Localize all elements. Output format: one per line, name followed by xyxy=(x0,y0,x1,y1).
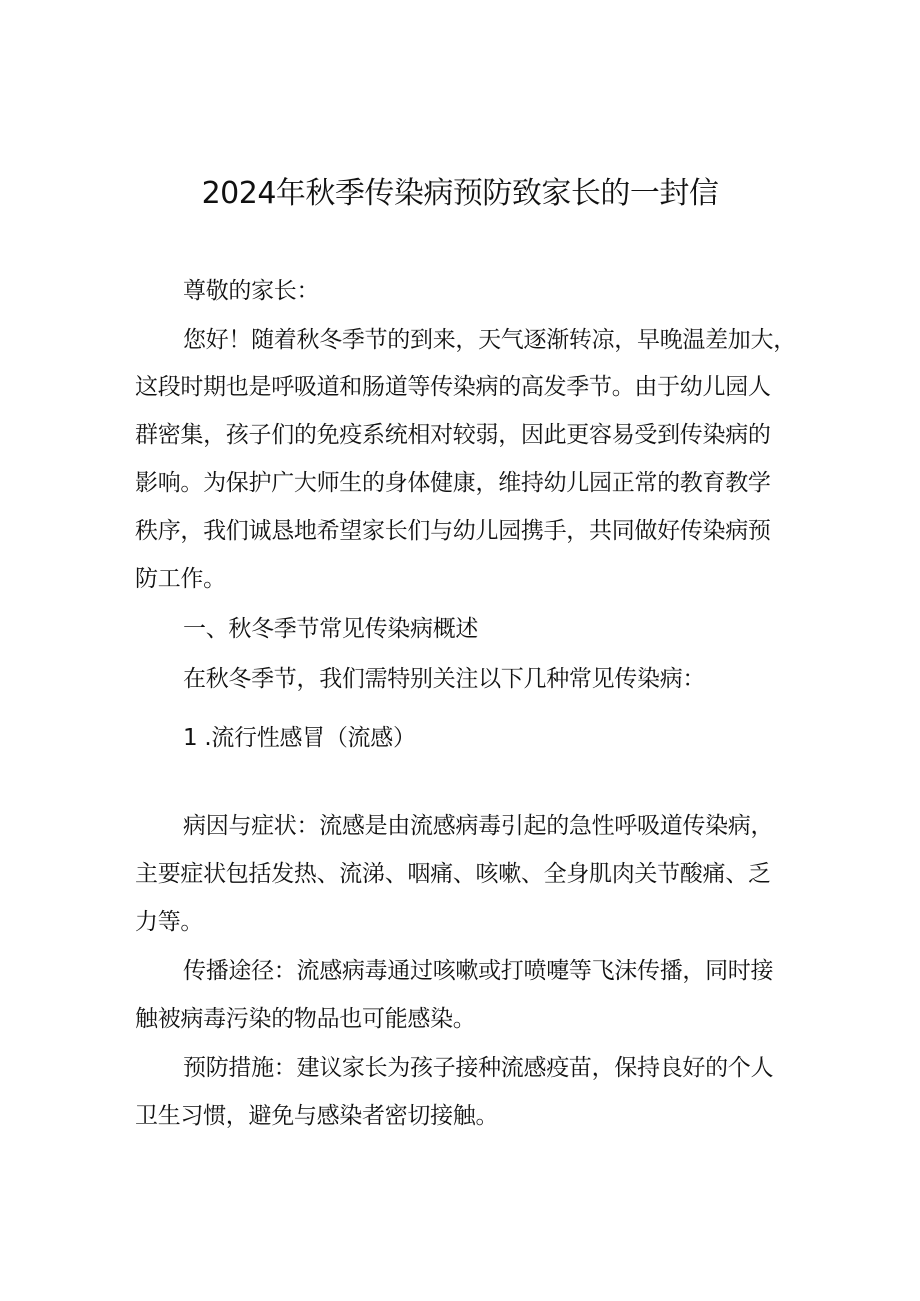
section-intro: 在秋冬季节，我们需特别关注以下几种常见传染病： xyxy=(183,666,706,692)
prevention-line-2: 卫生习惯，避免与感染者密切接触。 xyxy=(135,1103,499,1129)
intro-line-6: 防工作。 xyxy=(135,566,226,592)
intro-line-4: 影响。为保护广大师生的身体健康，维持幼儿园正常的教育教学 xyxy=(135,470,771,496)
cause-line-1: 病因与症状：流感是由流感病毒引起的急性呼吸道传染病， xyxy=(183,813,774,839)
intro-line-1: 您好！随着秋冬季节的到来，天气逐渐转凉，早晚温差加大， xyxy=(183,327,796,353)
section-heading: 一、秋冬季节常见传染病概述 xyxy=(183,616,479,642)
cause-line-2: 主要症状包括发热、流涕、咽痛、咳嗽、全身肌肉关节酸痛、乏 xyxy=(135,861,771,887)
intro-line-3: 群密集，孩子们的免疫系统相对较弱，因此更容易受到传染病的 xyxy=(135,422,771,448)
salutation: 尊敬的家长： xyxy=(183,278,320,304)
intro-line-2: 这段时期也是呼吸道和肠道等传染病的高发季节。由于幼儿园人 xyxy=(135,374,771,400)
document-title: 2024年秋季传染病预防致家长的一封信 xyxy=(201,176,719,211)
prevention-line-1: 预防措施：建议家长为孩子接种流感疫苗，保持良好的个人 xyxy=(183,1055,774,1081)
intro-line-5: 秩序，我们诚恳地希望家长们与幼儿园携手，共同做好传染病预 xyxy=(135,518,771,544)
item-heading: 1 .流行性感冒（流感） xyxy=(183,725,416,751)
spread-line-2: 触被病毒污染的物品也可能感染。 xyxy=(135,1006,476,1032)
cause-line-3: 力等。 xyxy=(135,909,204,935)
spread-line-1: 传播途径：流感病毒通过咳嗽或打喷嚏等飞沫传播，同时接 xyxy=(183,958,774,984)
